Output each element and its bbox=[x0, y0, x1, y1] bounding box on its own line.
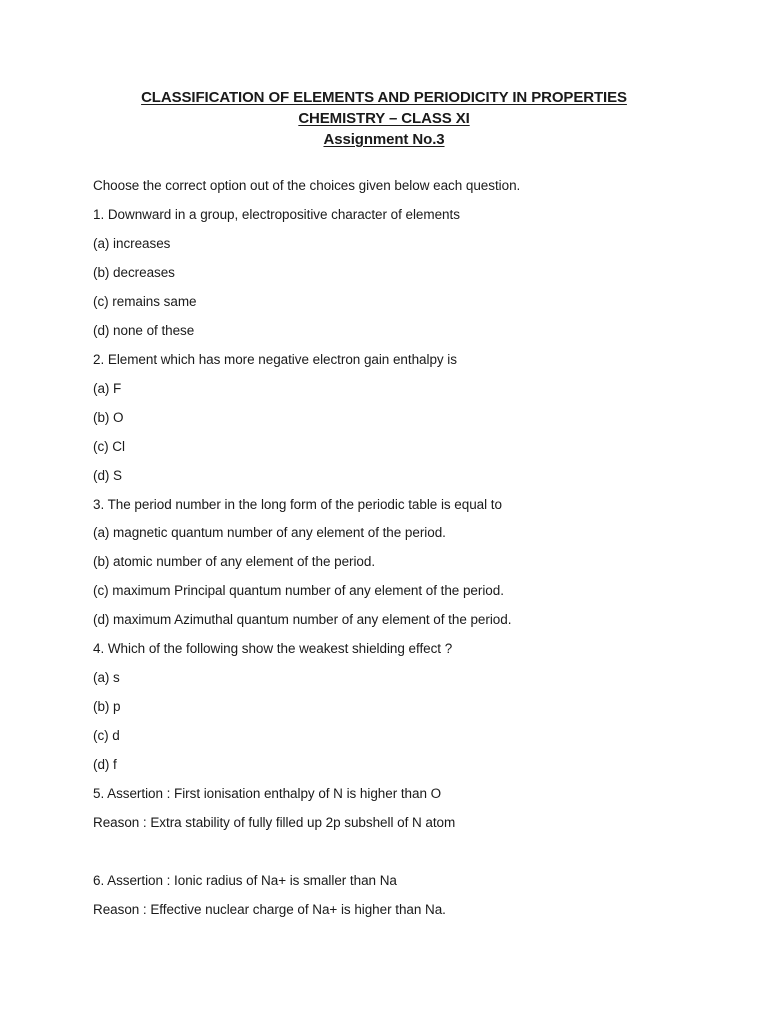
question-1-option-a: (a) increases bbox=[93, 236, 171, 251]
question-3-option-b: (b) atomic number of any element of the period. bbox=[93, 554, 376, 569]
question-4-text: 4. Which of the following show the weakest shielding effect ? bbox=[93, 641, 453, 656]
question-4-option-a: (a) s bbox=[93, 670, 120, 685]
question-1-option-c: (c) remains same bbox=[93, 294, 197, 309]
question-2-option-a: (a) F bbox=[93, 381, 122, 396]
question-3-text: 3. The period number in the long form of the periodic table is equal to bbox=[93, 497, 502, 512]
question-3-option-c: (c) maximum Principal quantum number of any element of the period. bbox=[93, 583, 504, 598]
instruction-text: Choose the correct option out of the choices given below each question. bbox=[93, 178, 521, 193]
question-2-option-c: (c) Cl bbox=[93, 439, 125, 454]
question-2-text: 2. Element which has more negative electron gain enthalpy is bbox=[93, 352, 457, 367]
question-1-text: 1. Downward in a group, electropositive character of elements bbox=[93, 207, 460, 222]
question-6-reason: Reason : Effective nuclear charge of Na+ is higher than Na. bbox=[93, 902, 446, 917]
question-2-option-d: (d) S bbox=[93, 468, 123, 483]
question-4-option-c: (c) d bbox=[93, 728, 120, 743]
assignment-number: Assignment No.3 bbox=[323, 131, 445, 148]
document-title: CLASSIFICATION OF ELEMENTS AND PERIODICITY IN PROPERTIES bbox=[141, 89, 627, 106]
question-4-option-b: (b) p bbox=[93, 699, 121, 714]
question-1-option-b: (b) decreases bbox=[93, 265, 175, 280]
question-2-option-b: (b) O bbox=[93, 410, 124, 425]
document-subject: CHEMISTRY – CLASS XI bbox=[298, 110, 470, 127]
question-5-reason: Reason : Extra stability of fully filled up 2p subshell of N atom bbox=[93, 815, 456, 830]
question-3-option-d: (d) maximum Azimuthal quantum number of any element of the period. bbox=[93, 612, 512, 627]
question-4-option-d: (d) f bbox=[93, 757, 117, 772]
question-3-option-a: (a) magnetic quantum number of any element of the period. bbox=[93, 525, 446, 540]
question-6-assertion: 6. Assertion : Ionic radius of Na+ is smaller than Na bbox=[93, 873, 397, 888]
question-5-assertion: 5. Assertion : First ionisation enthalpy of N is higher than O bbox=[93, 786, 442, 801]
question-1-option-d: (d) none of these bbox=[93, 323, 195, 338]
